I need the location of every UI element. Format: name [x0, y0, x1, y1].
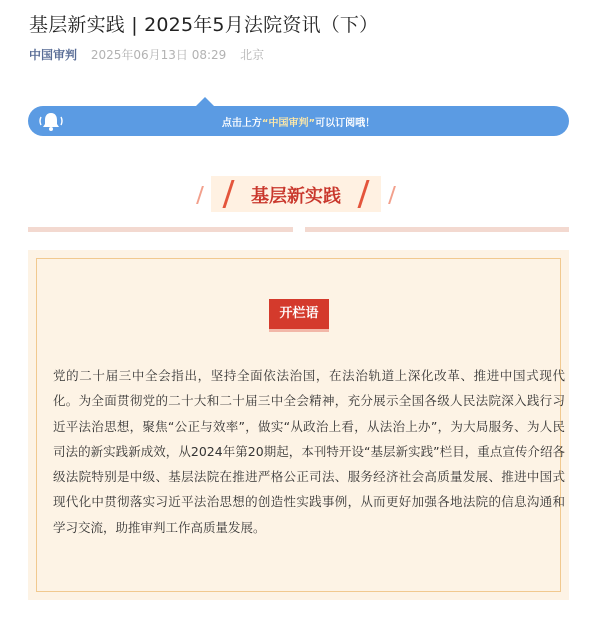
follow-banner[interactable] — [28, 106, 569, 136]
section-header — [211, 176, 381, 212]
article-title: 基层新实践 | 2025年5月法院资讯（下） — [29, 14, 379, 36]
article-meta — [29, 46, 264, 63]
section-title: 基层新实践 — [251, 186, 341, 207]
follow-prefix: 点击上方 — [221, 118, 262, 129]
decor-slash — [196, 186, 204, 204]
intro-body: 党的二十届三中全会指出，坚持全面依法治国，在法治轨道上深化改革、推进中国式现代化。为全面贯彻党的二十大和二十届三中全会精神，充分展示全国各级人民法院深入践行习近平法治思想，聚焦“公正与效率”，做实“从政治上看，从法治上办”，为大局服务、为人民司法的新实践新成效，从2024年第20期起，本刊特开设“基层新实践”栏目，重点宣传介绍各级法院特别是中级、基层法院在推进严格公正司法、服务经济社会高质量发展、推进中国式现代化中贯彻落实习近平法治思想的创造性实践事例，从而更好加强各地法院的信息沟通和学习交流，助推审判工作高质量发展。 — [53, 368, 565, 535]
intro-card — [28, 250, 569, 600]
account-name-link[interactable]: 中国审判 — [29, 48, 78, 62]
follow-text — [28, 114, 569, 129]
intro-card-border — [36, 258, 565, 592]
publish-date: 2025年06月13日 08:29 — [90, 48, 227, 62]
publish-location: 北京 — [240, 48, 265, 62]
divider — [28, 227, 293, 232]
decor-slash — [388, 186, 396, 204]
follow-account: “中国审判” — [261, 118, 316, 129]
intro-badge: 开栏语 — [269, 299, 329, 329]
follow-suffix: 可以订阅哦！ — [315, 118, 376, 129]
divider — [305, 227, 569, 232]
